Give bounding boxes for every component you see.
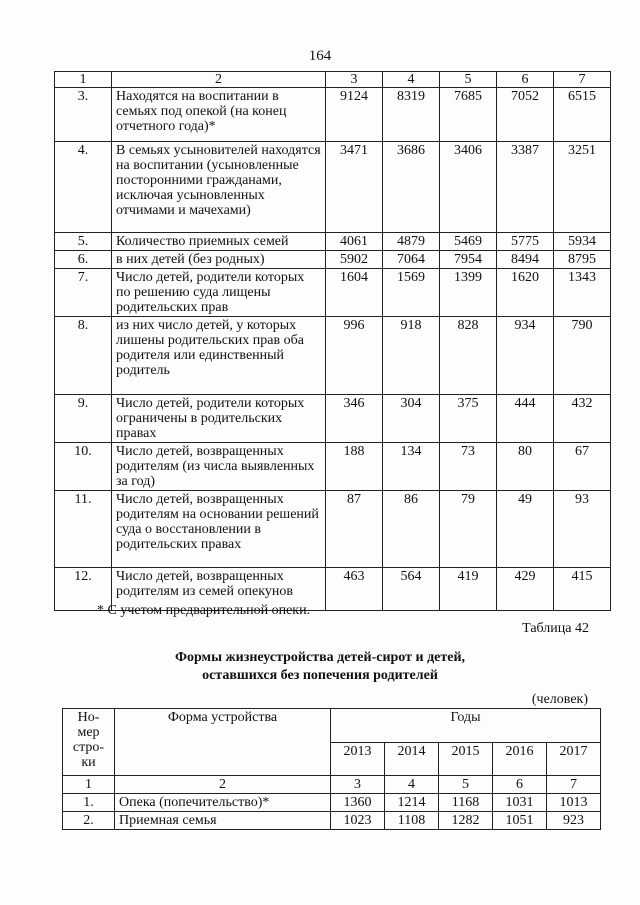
- header-cell: 3: [326, 72, 383, 88]
- value-cell: 7954: [440, 251, 497, 269]
- header-cell: 1: [55, 72, 112, 88]
- row-number: 10.: [55, 443, 112, 491]
- row-number-header: Но-мер стро-ки: [63, 709, 115, 776]
- table-row: [55, 491, 611, 568]
- row-label: Находятся на воспитании в семьях под опекой (на конец отчетного года)*: [112, 88, 326, 142]
- year-cell: 2016: [493, 742, 547, 776]
- year-cell: 2015: [439, 742, 493, 776]
- value-cell: 419: [440, 568, 497, 611]
- value-cell: 1569: [383, 269, 440, 317]
- table-label: Таблица 42: [522, 621, 589, 636]
- value-cell: 7064: [383, 251, 440, 269]
- value-cell: 429: [497, 568, 554, 611]
- value-cell: 1108: [385, 812, 439, 830]
- header-cell: 4: [383, 72, 440, 88]
- table-row: [63, 794, 601, 812]
- index-cell: 6: [493, 776, 547, 794]
- header-cell: 5: [440, 72, 497, 88]
- row-label: Число детей, родители которых по решению суда лищены родительских прав: [112, 269, 326, 317]
- children-statistics-table: [54, 71, 611, 611]
- value-cell: 375: [440, 395, 497, 443]
- year-cell: 2014: [385, 742, 439, 776]
- row-label: Опека (попечительство)*: [115, 794, 331, 812]
- value-cell: 3686: [383, 142, 440, 233]
- value-cell: 87: [326, 491, 383, 568]
- row-number: 6.: [55, 251, 112, 269]
- value-cell: 1604: [326, 269, 383, 317]
- value-cell: 67: [554, 443, 611, 491]
- row-label: Количество приемных семей: [112, 233, 326, 251]
- row-number: 4.: [55, 142, 112, 233]
- value-cell: 996: [326, 317, 383, 395]
- value-cell: 9124: [326, 88, 383, 142]
- row-number: 12.: [55, 568, 112, 611]
- value-cell: 8795: [554, 251, 611, 269]
- header-cell: 7: [554, 72, 611, 88]
- value-cell: 4061: [326, 233, 383, 251]
- value-cell: 86: [383, 491, 440, 568]
- value-cell: 5469: [440, 233, 497, 251]
- table-row: [63, 812, 601, 830]
- value-cell: 3387: [497, 142, 554, 233]
- value-cell: 1214: [385, 794, 439, 812]
- value-cell: 7052: [497, 88, 554, 142]
- header-cell: 6: [497, 72, 554, 88]
- table-title-line: оставшихся без попечения родителей: [202, 668, 438, 683]
- row-label: Число детей, возвращенных родителям (из числа выявленных за год): [112, 443, 326, 491]
- value-cell: 79: [440, 491, 497, 568]
- value-cell: 1360: [331, 794, 385, 812]
- table-row: [55, 317, 611, 395]
- value-cell: 3471: [326, 142, 383, 233]
- value-cell: 934: [497, 317, 554, 395]
- row-label: В семьях усыновителей находятся на воспитании (усыновленные посторонними гражданами, исключая усыновленных отчимами и мачехами): [112, 142, 326, 233]
- value-cell: 918: [383, 317, 440, 395]
- header-cell: 2: [112, 72, 326, 88]
- index-cell: 4: [385, 776, 439, 794]
- table-header-row: [55, 72, 611, 88]
- value-cell: 1620: [497, 269, 554, 317]
- value-cell: 1031: [493, 794, 547, 812]
- value-cell: 463: [326, 568, 383, 611]
- value-cell: 1023: [331, 812, 385, 830]
- value-cell: 1051: [493, 812, 547, 830]
- year-cell: 2013: [331, 742, 385, 776]
- value-cell: 1399: [440, 269, 497, 317]
- row-number: 3.: [55, 88, 112, 142]
- value-cell: 790: [554, 317, 611, 395]
- row-number: 11.: [55, 491, 112, 568]
- units-label: (человек): [531, 692, 588, 707]
- years-header: Годы: [331, 709, 601, 743]
- value-cell: 5902: [326, 251, 383, 269]
- value-cell: 346: [326, 395, 383, 443]
- value-cell: 8494: [497, 251, 554, 269]
- footnote: * С учетом предварительной опеки.: [97, 603, 311, 618]
- value-cell: 80: [497, 443, 554, 491]
- row-number: 7.: [55, 269, 112, 317]
- table-row: [55, 88, 611, 142]
- value-cell: 432: [554, 395, 611, 443]
- table-header-row: [63, 709, 601, 743]
- table-row: [55, 395, 611, 443]
- value-cell: 73: [440, 443, 497, 491]
- value-cell: 415: [554, 568, 611, 611]
- value-cell: 444: [497, 395, 554, 443]
- row-label: из них число детей, у которых лишены родительских прав оба родителя или единственный родитель: [112, 317, 326, 395]
- index-cell: 2: [115, 776, 331, 794]
- form-header: Форма устройства: [115, 709, 331, 776]
- row-number: 8.: [55, 317, 112, 395]
- value-cell: 564: [383, 568, 440, 611]
- value-cell: 1168: [439, 794, 493, 812]
- value-cell: 134: [383, 443, 440, 491]
- value-cell: 1013: [547, 794, 601, 812]
- value-cell: 6515: [554, 88, 611, 142]
- value-cell: 304: [383, 395, 440, 443]
- value-cell: 3406: [440, 142, 497, 233]
- page-number: 164: [308, 48, 332, 64]
- year-cell: 2017: [547, 742, 601, 776]
- row-label: Число детей, возвращенных родителям на основании решений суда о восстановлении в родительских правах: [112, 491, 326, 568]
- value-cell: 5775: [497, 233, 554, 251]
- value-cell: 4879: [383, 233, 440, 251]
- table-title: [0, 649, 640, 685]
- index-cell: 1: [63, 776, 115, 794]
- table-title-line: Формы жизнеустройства детей-сирот и детей,: [174, 650, 466, 665]
- table-row: [55, 233, 611, 251]
- row-label: в них детей (без родных): [112, 251, 326, 269]
- value-cell: 828: [440, 317, 497, 395]
- value-cell: 3251: [554, 142, 611, 233]
- row-label: Число детей, возвращенных родителям из семей опекунов: [112, 568, 326, 611]
- index-cell: 3: [331, 776, 385, 794]
- row-number: 1.: [63, 794, 115, 812]
- value-cell: 7685: [440, 88, 497, 142]
- index-row: [63, 776, 601, 794]
- row-label: Приемная семья: [115, 812, 331, 830]
- value-cell: 923: [547, 812, 601, 830]
- row-number: 2.: [63, 812, 115, 830]
- table-row: [55, 443, 611, 491]
- value-cell: 188: [326, 443, 383, 491]
- value-cell: 5934: [554, 233, 611, 251]
- row-number: 5.: [55, 233, 112, 251]
- value-cell: 93: [554, 491, 611, 568]
- value-cell: 8319: [383, 88, 440, 142]
- value-cell: 49: [497, 491, 554, 568]
- row-number: 9.: [55, 395, 112, 443]
- index-cell: 5: [439, 776, 493, 794]
- value-cell: 1282: [439, 812, 493, 830]
- placement-forms-table: [62, 708, 601, 830]
- table-row: [55, 269, 611, 317]
- index-cell: 7: [547, 776, 601, 794]
- table-row: [55, 142, 611, 233]
- value-cell: 1343: [554, 269, 611, 317]
- table-row: [55, 251, 611, 269]
- row-label: Число детей, родители которых ограничены в родительских правах: [112, 395, 326, 443]
